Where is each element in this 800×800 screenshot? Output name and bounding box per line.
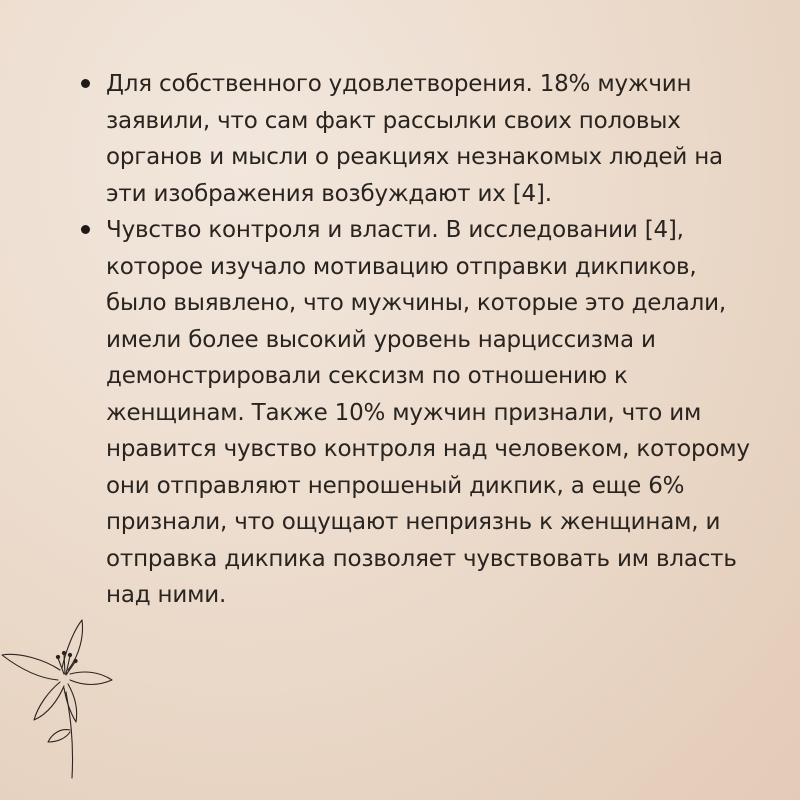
bullet-list bbox=[80, 66, 760, 614]
bullet-text: Чувство контроля и власти. В исследовании [4], которое изучало мотивацию отправки дикпиков, было выявлено, что мужчины, которые это делали, имели более высокий уровень нарциссизма и демонстрировали сексизм по отношению к женщинам. Также 10% мужчин признали, что им нравится чувство контроля над человеком, которому они отправляют непрошеный дикпик, а еще 6% признали, что ощущают неприязнь к женщинам, и отправка дикпика позволяет чувствовать им власть над ними. bbox=[106, 217, 750, 608]
bullet-dot-icon bbox=[81, 79, 90, 88]
list-item bbox=[80, 212, 760, 614]
bullet-text: Для собственного удовлетворения. 18% мужчин заявили, что сам факт рассылки своих половых органов и мысли о реакциях незнакомых людей на эти изображения возбуждают их [4]. bbox=[106, 71, 723, 207]
list-item bbox=[80, 66, 760, 212]
bullet-dot-icon bbox=[81, 225, 90, 234]
lily-flower-icon bbox=[0, 610, 120, 780]
